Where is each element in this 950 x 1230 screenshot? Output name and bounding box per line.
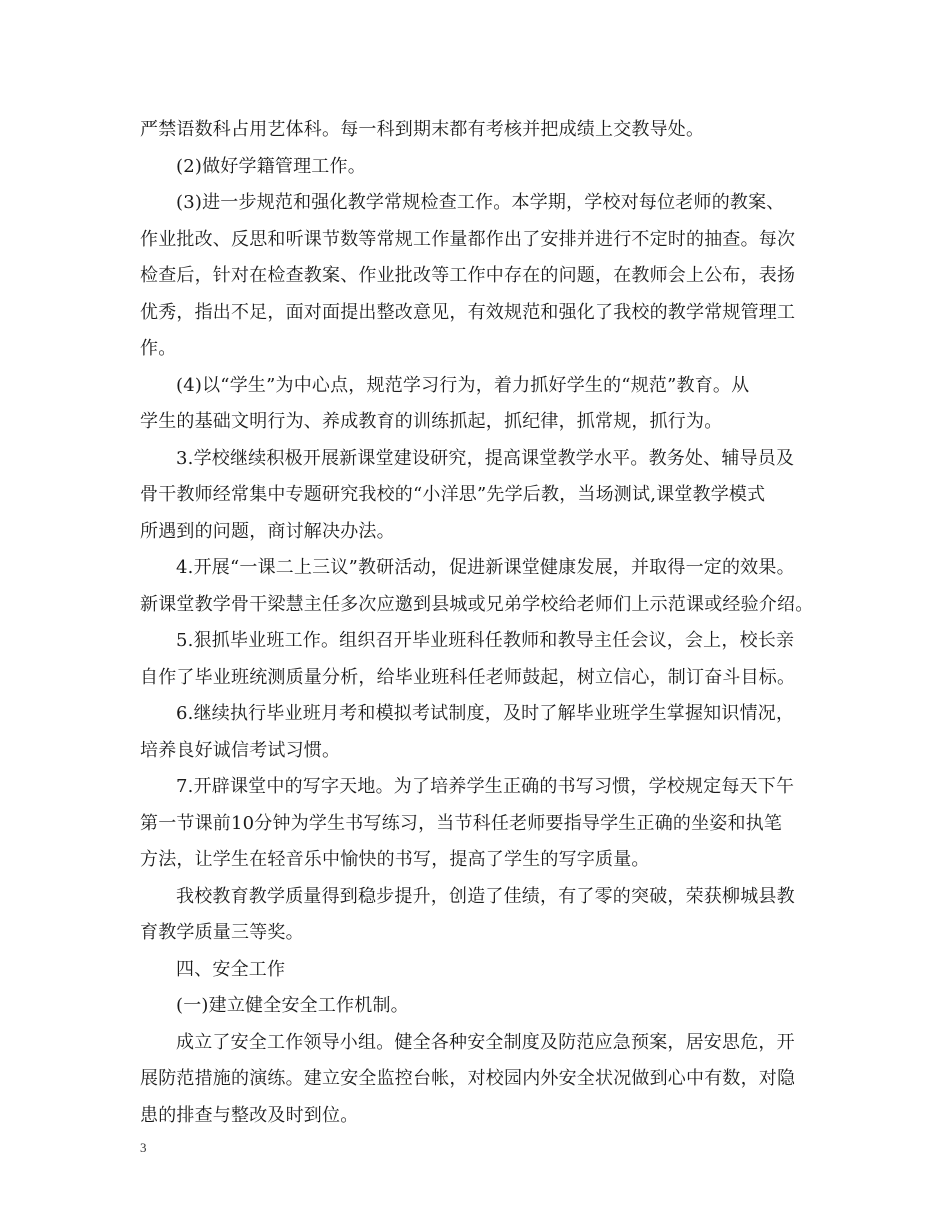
text-line: (3)进一步规范和强化教学常规检查工作。本学期，学校对每位老师的教案、	[176, 192, 785, 213]
text-line: 优秀，指出不足，面对面提出整改意见，有效规范和强化了我校的教学常规管理工	[140, 301, 796, 323]
text-line: 检查后，针对在检查教案、作业批改等工作中存在的问题，在教师会上公布，表扬	[140, 265, 796, 286]
text-line: 四、安全工作	[176, 958, 286, 980]
text-line: 3.学校继续积极开展新课堂建设研究，提高课堂教学水平。教务处、辅导员及	[176, 447, 795, 469]
text-line: 7.开辟课堂中的写字天地。为了培养学生正确的书写习惯，学校规定每天下午	[176, 776, 795, 797]
text-line: 作业批改、反思和听课节数等常规工作量都作出了安排并进行不定时的抽查。每次	[140, 228, 796, 250]
text-line: 5.狠抓毕业班工作。组织召开毕业班科任教师和教导主任会议，会上，校长亲	[176, 630, 795, 651]
text-line: 育教学质量三等奖。	[140, 922, 304, 943]
text-line: 骨干教师经常集中专题研究我校的“小洋思”先学后教，当场测试,课堂教学模式	[140, 484, 766, 505]
text-line: 严禁语数科占用艺体科。每一科到期末都有考核并把成绩上交教导处。	[140, 119, 705, 140]
text-line: 患的排查与整改及时到位。	[140, 1104, 359, 1126]
text-line: 培养良好诚信考试习惯。	[140, 739, 341, 761]
text-line: 第一节课前10分钟为学生书写练习，当节科任老师要指导学生正确的坐姿和执笔	[140, 812, 783, 834]
text-line: 作。	[140, 338, 177, 359]
text-line: 方法，让学生在轻音乐中愉快的书写，提高了学生的写字质量。	[140, 849, 650, 870]
text-line: 展防范措施的演练。建立安全监控台帐，对校园内外安全状况做到心中有数，对隐	[140, 1068, 796, 1089]
text-line: 6.继续执行毕业班月考和模拟考试制度，及时了解毕业班学生掌握知识情况，	[176, 703, 795, 724]
text-line: (4)以“学生”为中心点，规范学习行为，着力抓好学生的“规范”教育。从	[176, 374, 750, 396]
text-line: 学生的基础文明行为、养成教育的训练抓起，抓纪律，抓常规，抓行为。	[140, 411, 723, 432]
text-line: (一)建立健全安全工作机制。	[176, 995, 409, 1016]
text-line: 4.开展“一课二上三议”教研活动，促进新课堂健康发展，并取得一定的效果。	[176, 557, 795, 578]
text-line: 自作了毕业班统测质量分析，给毕业班科任老师鼓起，树立信心，制订奋斗目标。	[140, 666, 796, 688]
text-line: (2)做好学籍管理工作。	[176, 155, 366, 177]
text-line: 所遇到的问题，商讨解决办法。	[140, 520, 395, 542]
text-line: 我校教育教学质量得到稳步提升，创造了佳绩，有了零的突破，荣获柳城县教	[176, 885, 795, 907]
text-line: 新课堂教学骨干梁慧主任多次应邀到县城或兄弟学校给老师们上示范课或经验介绍。	[140, 593, 814, 615]
page-number: 3	[140, 1140, 147, 1155]
text-line: 成立了安全工作领导小组。健全各种安全制度及防范应急预案，居安思危，开	[176, 1031, 795, 1053]
document-body	[140, 112, 820, 1134]
